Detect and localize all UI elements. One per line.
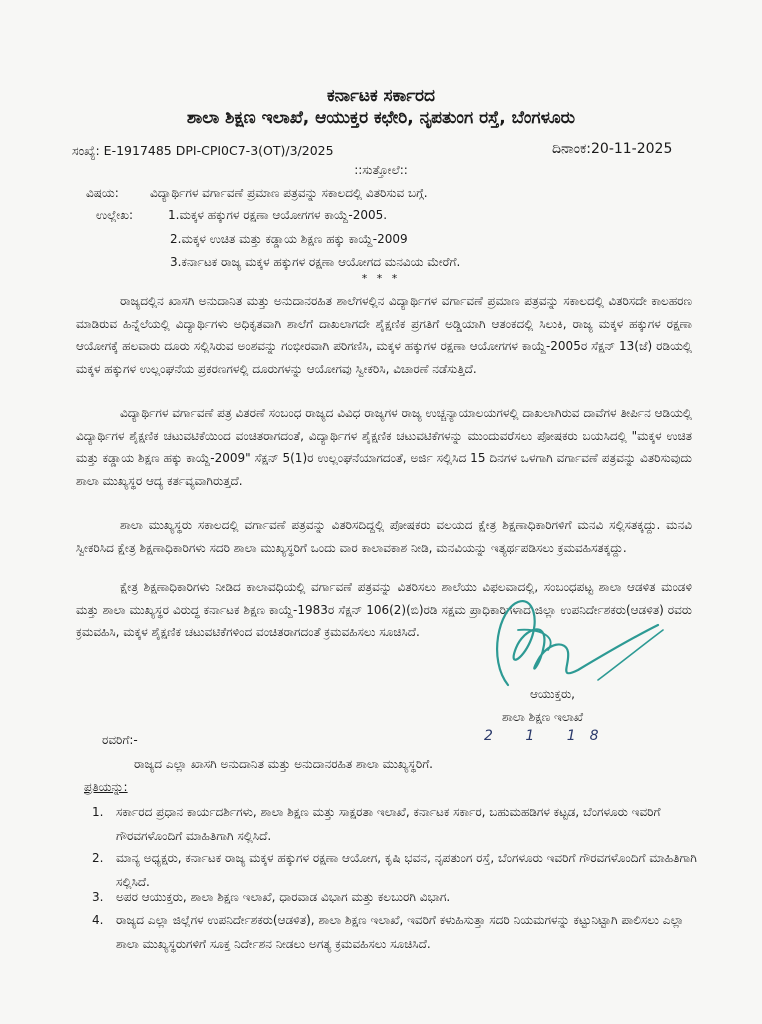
signature-graphic [478, 590, 668, 700]
subject-label: ವಿಷಯ: [86, 186, 119, 200]
copy-item [92, 885, 702, 909]
recipients-label: ರವರಿಗೆ:- [102, 733, 138, 747]
department-heading: ಶಾಲಾ ಶಿಕ್ಷಣ ಇಲಾಖೆ, ಆಯುಕ್ತರ ಕಛೇರಿ, ನೃಪತುಂಗ ರಸ್ತೆ, ಬೆಂಗಳೂರು [186, 108, 576, 128]
signatory-department: ಶಾಲಾ ಶಿಕ್ಷಣ ಇಲಾಖೆ [502, 710, 584, 724]
copy-item-text: ಮಾನ್ಯ ಅಧ್ಯಕ್ಷರು, ಕರ್ನಾಟಕ ರಾಜ್ಯ ಮಕ್ಕಳ ಹಕ್ಕುಗಳ ರಕ್ಷಣಾ ಆಯೋಗ, ಕೃಷಿ ಭವನ, ನೃಪತುಂಗ ರಸ್ತೆ, ಬೆಂಗಳೂರು ಇವರಿಗೆ ಗೌರವಗಳೊಂದಿಗೆ ಮಾಹಿತಿಗಾಗಿ ಸಲ್ಲಿಸಿದೆ. [116, 851, 697, 889]
date-value: 20-11-2025 [591, 141, 673, 157]
body-paragraph-3: ಶಾಲಾ ಮುಖ್ಯಸ್ಥರು ಸಕಾಲದಲ್ಲಿ ವರ್ಗಾವಣೆ ಪತ್ರವನ್ನು ವಿತರಿಸದಿದ್ದಲ್ಲಿ ಪೋಷಕರು ವಲಯದ ಕ್ಷೇತ್ರ ಶಿಕ್ಷಣಾಧಿಕಾರಿಗಳಿಗೆ ಮನವಿ ಸಲ್ಲಿಸತಕ್ಕದ್ದು. ಮನವಿ ಸ್ವೀಕರಿಸಿದ ಕ್ಷೇತ್ರ ಶಿಕ್ಷಣಾಧಿಕಾರಿಗಳು ಸದರಿ ಶಾಲಾ ಮುಖ್ಯಸ್ಥರಿಗೆ ಒಂದು ವಾರ ಕಾಲಾವಕಾಶ ನೀಡಿ, ಮನವಿಯನ್ನು ಇತ್ಯರ್ಥಪಡಿಸಲು ಕ್ರಮವಹಿಸತಕ್ಕದ್ದು. [76, 518, 692, 555]
date-label: ದಿನಾಂಕ: [552, 141, 591, 157]
handwritten-date-mark: 2 1 18 [484, 728, 613, 744]
body-paragraph-4: ಕ್ಷೇತ್ರ ಶಿಕ್ಷಣಾಧಿಕಾರಿಗಳು ನೀಡಿದ ಕಾಲಾವಧಿಯಲ್ಲಿ ವರ್ಗಾವಣೆ ಪತ್ರವನ್ನು ವಿತರಿಸಲು ಶಾಲೆಯು ವಿಫಲವಾದಲ್ಲಿ, ಸಂಬಂಧಪಟ್ಟ ಶಾಲಾ ಆಡಳಿತ ಮಂಡಳಿ ಮತ್ತು ಶಾಲಾ ಮುಖ್ಯಸ್ಥರ ವಿರುದ್ಧ ಕರ್ನಾಟಕ ಶಿಕ್ಷಣ ಕಾಯ್ದೆ-1983ರ ಸೆಕ್ಷನ್ 106(2)(ಬಿ)ರಡಿ ಸಕ್ಷಮ ಪ್ರಾಧಿಕಾರಿಗಳಾದ ಜಿಲ್ಲಾ ಉಪನಿರ್ದೇಶಕರು(ಆಡಳಿತ) ರವರು ಕ್ರಮವಹಿಸಿ, ಮಕ್ಕಳ ಶೈಕ್ಷಣಿಕ ಚಟುವಟಿಕೆಗಳಿಂದ ವಂಚಿತರಾಗದಂತೆ ಕ್ರಮವಹಿಸಲು ಸೂಚಿಸಿದೆ. [76, 580, 692, 639]
signatory-title: ಆಯುಕ್ತರು, [530, 687, 575, 701]
references-label: ಉಲ್ಲೇಖ: [96, 208, 134, 222]
copies-label: ಪ್ರತಿಯನ್ನು: [84, 780, 128, 794]
reference-item: 3.ಕರ್ನಾಟಕ ರಾಜ್ಯ ಮಕ್ಕಳ ಹಕ್ಕುಗಳ ರಕ್ಷಣಾ ಆಯೋಗದ ಮನವಿಯ ಮೇರೆಗೆ. [170, 255, 461, 269]
separator-stars: * * * [361, 272, 401, 285]
copy-item-text: ಸರ್ಕಾರದ ಪ್ರಧಾನ ಕಾರ್ಯದರ್ಶಿಗಳು, ಶಾಲಾ ಶಿಕ್ಷಣ ಮತ್ತು ಸಾಕ್ಷರತಾ ಇಲಾಖೆ, ಕರ್ನಾಟಕ ಸರ್ಕಾರ, ಬಹುಮಹಡಿಗಳ ಕಟ್ಟಡ, ಬೆಂಗಳೂರು ಇವರಿಗೆ ಗೌರವಗಳೊಂದಿಗೆ ಮಾಹಿತಿಗಾಗಿ ಸಲ್ಲಿಸಿದೆ. [116, 805, 661, 843]
copy-item [92, 800, 702, 848]
reference-item: 2.ಮಕ್ಕಳ ಉಚಿತ ಮತ್ತು ಕಡ್ಡಾಯ ಶಿಕ್ಷಣ ಹಕ್ಕು ಕಾಯ್ದೆ-2009 [170, 232, 408, 246]
copy-item-number: 4. [92, 913, 104, 927]
copy-item-text: ಅಪರ ಆಯುಕ್ತರು, ಶಾಲಾ ಶಿಕ್ಷಣ ಇಲಾಖೆ, ಧಾರವಾಡ ವಿಭಾಗ ಮತ್ತು ಕಲಬುರಗಿ ವಿಭಾಗ. [116, 890, 451, 904]
copy-item [92, 908, 702, 956]
copy-item-text: ರಾಜ್ಯದ ಎಲ್ಲಾ ಜಿಲ್ಲೆಗಳ ಉಪನಿರ್ದೇಶಕರು(ಆಡಳಿತ), ಶಾಲಾ ಶಿಕ್ಷಣ ಇಲಾಖೆ, ಇವರಿಗೆ ಕಳುಹಿಸುತ್ತಾ ಸದರಿ ನಿಯಮಗಳನ್ನು ಕಟ್ಟುನಿಟ್ಟಾಗಿ ಪಾಲಿಸಲು ಎಲ್ಲಾ ಶಾಲಾ ಮುಖ್ಯಸ್ಥರುಗಳಿಗೆ ಸೂಕ್ತ ನಿರ್ದೇಶನ ನೀಡಲು ಅಗತ್ಯ ಕ್ರಮವಹಿಸಲು ಸೂಚಿಸಿದೆ. [116, 913, 684, 951]
reference-item: 1.ಮಕ್ಕಳ ಹಕ್ಕುಗಳ ರಕ್ಷಣಾ ಆಯೋಗಗಳ ಕಾಯ್ದೆ-2005. [168, 208, 388, 222]
copy-item-number: 2. [92, 851, 104, 865]
date-line [552, 141, 672, 157]
recipients-text: ರಾಜ್ಯದ ಎಲ್ಲಾ ಖಾಸಗಿ ಅನುದಾನಿತ ಮತ್ತು ಅನುದಾನರಹಿತ ಶಾಲಾ ಮುಖ್ಯಸ್ಥರಿಗೆ. [134, 757, 433, 771]
subject-text: ವಿದ್ಯಾರ್ಥಿಗಳ ವರ್ಗಾವಣೆ ಪ್ರಮಾಣ ಪತ್ರವನ್ನು ಸಕಾಲದಲ್ಲಿ ವಿತರಿಸುವ ಬಗ್ಗೆ. [150, 186, 428, 200]
body-paragraph-2: ವಿದ್ಯಾರ್ಥಿಗಳ ವರ್ಗಾವಣೆ ಪತ್ರ ವಿತರಣೆ ಸಂಬಂಧ ರಾಜ್ಯದ ವಿವಿಧ ರಾಜ್ಯಗಳ ರಾಜ್ಯ ಉಚ್ಚನ್ಯಾಯಾಲಯಗಳಲ್ಲಿ ದಾಖಲಾಗಿರುವ ದಾವೆಗಳ ತೀರ್ಪಿನ ಆಡಿಯಲ್ಲಿ ವಿದ್ಯಾರ್ಥಿಗಳ ಶೈಕ್ಷಣಿಕ ಚಟುವಟಿಕೆಯಿಂದ ವಂಚಿತರಾಗದಂತೆ, ವಿದ್ಯಾರ್ಥಿಗಳ ಶೈಕ್ಷಣಿಕ ಚಟುವಟಿಕೆಗಳನ್ನು ಮುಂದುವರೆಸಲು ಪೋಷಕರು ಬಯಸಿದಲ್ಲಿ "ಮಕ್ಕಳ ಉಚಿತ ಮತ್ತು ಕಡ್ಡಾಯ ಶಿಕ್ಷಣ ಹಕ್ಕು ಕಾಯ್ದೆ-2009" ಸೆಕ್ಷನ್ 5(1)ರ ಉಲ್ಲಂಘನೆಯಾಗದಂತೆ, ಅರ್ಜಿ ಸಲ್ಲಿಸಿದ 15 ದಿನಗಳ ಒಳಗಾಗಿ ವರ್ಗಾವಣೆ ಪತ್ರವನ್ನು ವಿತರಿಸುವುದು ಶಾಲಾ ಮುಖ್ಯಸ್ಥರ ಆದ್ಯ ಕರ್ತವ್ಯವಾಗಿರುತ್ತದೆ. [76, 406, 692, 488]
circular-heading: ::ಸುತ್ತೋಲೆ:: [354, 163, 408, 177]
body-paragraph-1: ರಾಜ್ಯದಲ್ಲಿನ ಖಾಸಗಿ ಅನುದಾನಿತ ಮತ್ತು ಅನುದಾನರಹಿತ ಶಾಲೆಗಳಲ್ಲಿನ ವಿದ್ಯಾರ್ಥಿಗಳ ವರ್ಗಾವಣೆ ಪ್ರಮಾಣ ಪತ್ರವನ್ನು ಸಕಾಲದಲ್ಲಿ ವಿತರಿಸದೇ ಕಾಲಹರಣ ಮಾಡಿರುವ ಹಿನ್ನೆಲೆಯಲ್ಲಿ ವಿದ್ಯಾರ್ಥಿಗಳು ಅಧಿಕೃತವಾಗಿ ಶಾಲೆಗೆ ದಾಖಲಾಗದೇ ಶೈಕ್ಷಣಿಕ ಪ್ರಗತಿಗೆ ಅಡ್ಡಿಯಾಗಿ ಆತಂಕದಲ್ಲಿ ಸಿಲುಕಿ, ರಾಜ್ಯ ಮಕ್ಕಳ ಹಕ್ಕುಗಳ ರಕ್ಷಣಾ ಆಯೋಗಕ್ಕೆ ಹಲವಾರು ದೂರು ಸಲ್ಲಿಸಿರುವ ಅಂಶವನ್ನು ಗಂಭೀರವಾಗಿ ಪರಿಗಣಿಸಿ, ಮಕ್ಕಳ ಹಕ್ಕುಗಳ ರಕ್ಷಣಾ ಆಯೋಗಗಳ ಕಾಯ್ದೆ-2005ರ ಸೆಕ್ಷನ್ 13(ಜೆ) ರಡಿಯಲ್ಲಿ ಮಕ್ಕಳ ಹಕ್ಕುಗಳ ಉಲ್ಲಂಘನೆಯ ಪ್ರಕರಣಗಳಲ್ಲಿ ದೂರುಗಳನ್ನು ಆಯೋಗವು ಸ್ವೀಕರಿಸಿ, ವಿಚಾರಣೆ ನಡೆಸುತ್ತಿದೆ. [76, 294, 692, 376]
copy-item-number: 3. [92, 890, 104, 904]
copy-item-number: 1. [92, 805, 104, 819]
reference-number: ಸಂಖ್ಯೆ: E-1917485 DPI-CPI0C7-3(OT)/3/2025 [72, 143, 334, 158]
govt-heading: ಕರ್ನಾಟಕ ಸರ್ಕಾರದ [326, 86, 436, 106]
